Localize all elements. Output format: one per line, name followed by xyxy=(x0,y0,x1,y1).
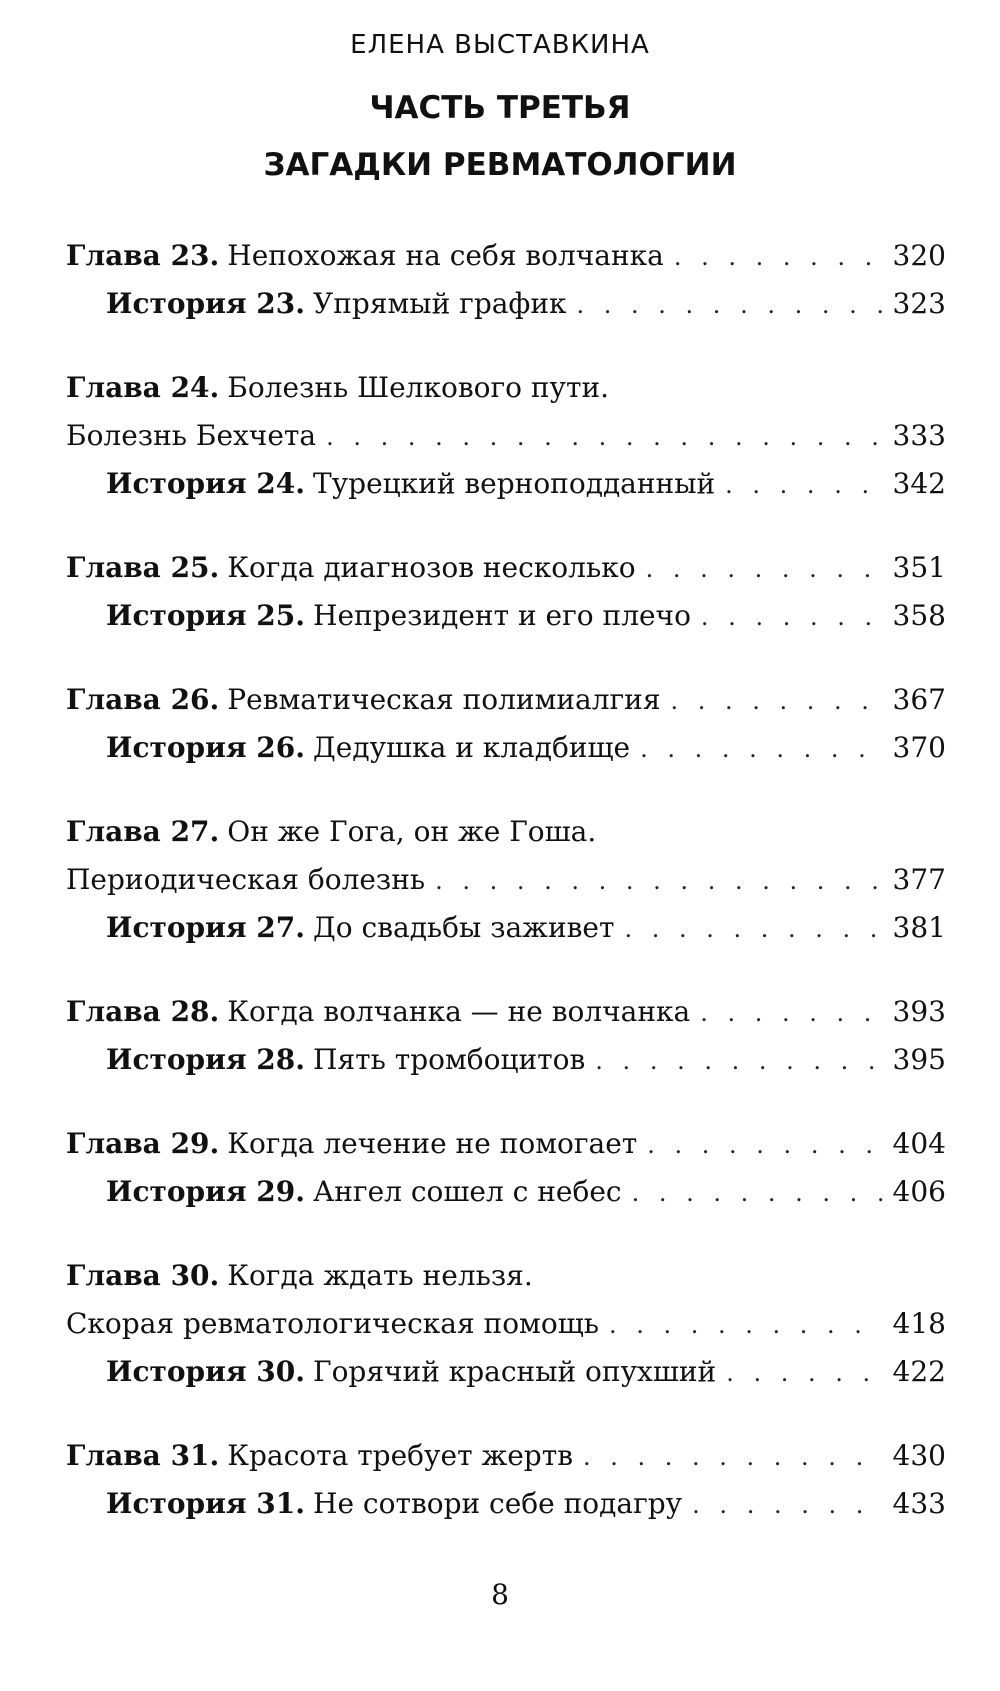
dot-leader xyxy=(646,545,883,593)
chapter-title: Болезнь Шелкового пути. xyxy=(227,371,610,404)
toc-group-26 xyxy=(66,676,946,772)
chapter-title-continuation: Болезнь Бехчета xyxy=(66,419,317,452)
dot-leader xyxy=(624,905,882,953)
story-title: Упрямый график xyxy=(313,287,567,320)
toc-story-entry xyxy=(66,460,946,508)
toc-chapter-entry-continuation xyxy=(66,1300,946,1348)
chapter-page-number: 430 xyxy=(892,1439,946,1472)
story-label: История 26. xyxy=(106,731,306,764)
toc-chapter-entry-continuation xyxy=(66,412,946,460)
toc-story-entry xyxy=(66,724,946,772)
story-title: Ангел сошел с небес xyxy=(313,1175,622,1208)
story-label: История 24. xyxy=(106,467,306,500)
story-title: Пять тромбоцитов xyxy=(313,1043,586,1076)
story-title: Горячий красный опухший xyxy=(313,1355,717,1388)
chapter-label: Глава 26. xyxy=(66,683,220,716)
story-page-number: 381 xyxy=(892,911,946,944)
dot-leader xyxy=(700,989,882,1037)
chapter-page-number: 333 xyxy=(892,419,946,452)
chapter-label: Глава 23. xyxy=(66,239,220,272)
dot-leader xyxy=(326,413,882,461)
chapter-title: Когда ждать нельзя. xyxy=(227,1259,533,1292)
table-of-contents xyxy=(66,232,946,1564)
toc-chapter-entry xyxy=(66,1432,946,1480)
chapter-page-number: 393 xyxy=(892,995,946,1028)
dot-leader xyxy=(632,1169,883,1217)
toc-group-31 xyxy=(66,1432,946,1528)
chapter-title: Когда диагнозов несколько xyxy=(227,551,636,584)
toc-chapter-entry xyxy=(66,1120,946,1168)
chapter-title: Красота требует жертв xyxy=(227,1439,573,1472)
toc-chapter-entry xyxy=(66,988,946,1036)
chapter-title: Когда лечение не помогает xyxy=(227,1127,638,1160)
story-page-number: 358 xyxy=(892,599,946,632)
dot-leader xyxy=(725,461,882,509)
chapter-page-number: 377 xyxy=(892,863,946,896)
story-label: История 28. xyxy=(106,1043,306,1076)
story-label: История 29. xyxy=(106,1175,306,1208)
chapter-title: Ревматическая полимиалгия xyxy=(227,683,661,716)
story-page-number: 323 xyxy=(892,287,946,320)
story-label: История 27. xyxy=(106,911,306,944)
toc-chapter-entry xyxy=(66,364,946,412)
story-page-number: 406 xyxy=(892,1175,946,1208)
page-number: 8 xyxy=(491,1578,509,1611)
toc-chapter-entry xyxy=(66,544,946,592)
chapter-title: Непохожая на себя волчанка xyxy=(227,239,664,272)
toc-group-30 xyxy=(66,1252,946,1396)
chapter-page-number: 351 xyxy=(892,551,946,584)
story-title: Непрезидент и его плечо xyxy=(313,599,691,632)
dot-leader xyxy=(671,677,883,725)
toc-story-entry xyxy=(66,1348,946,1396)
dot-leader xyxy=(692,1481,882,1529)
dot-leader xyxy=(583,1433,883,1481)
story-page-number: 395 xyxy=(892,1043,946,1076)
chapter-title-continuation: Скорая ревматологическая помощь xyxy=(66,1307,599,1340)
chapter-page-number: 367 xyxy=(892,683,946,716)
story-page-number: 342 xyxy=(892,467,946,500)
toc-chapter-entry xyxy=(66,808,946,856)
chapter-label: Глава 31. xyxy=(66,1439,220,1472)
story-title: Не сотвори себе подагру xyxy=(313,1487,683,1520)
toc-story-entry xyxy=(66,280,946,328)
chapter-label: Глава 29. xyxy=(66,1127,220,1160)
toc-group-24 xyxy=(66,364,946,508)
toc-chapter-entry-continuation xyxy=(66,856,946,904)
toc-group-29 xyxy=(66,1120,946,1216)
dot-leader xyxy=(609,1301,883,1349)
story-label: История 31. xyxy=(106,1487,306,1520)
toc-story-entry xyxy=(66,1480,946,1528)
dot-leader xyxy=(647,1121,882,1169)
chapter-page-number: 418 xyxy=(892,1307,946,1340)
part-title: ЧАСТЬ ТРЕТЬЯ xyxy=(369,90,631,126)
story-label: История 25. xyxy=(106,599,306,632)
toc-chapter-entry xyxy=(66,676,946,724)
dot-leader xyxy=(577,281,883,329)
toc-story-entry xyxy=(66,592,946,640)
toc-group-23 xyxy=(66,232,946,328)
dot-leader xyxy=(674,233,883,281)
chapter-page-number: 320 xyxy=(892,239,946,272)
story-label: История 30. xyxy=(106,1355,306,1388)
story-title: Турецкий верноподданный xyxy=(313,467,716,500)
story-page-number: 422 xyxy=(892,1355,946,1388)
chapter-title-continuation: Периодическая болезнь xyxy=(66,863,426,896)
toc-story-entry xyxy=(66,1168,946,1216)
toc-story-entry xyxy=(66,1036,946,1084)
toc-story-entry xyxy=(66,904,946,952)
story-title: Дедушка и кладбище xyxy=(313,731,631,764)
chapter-label: Глава 28. xyxy=(66,995,220,1028)
chapter-page-number: 404 xyxy=(892,1127,946,1160)
running-header-author: ЕЛЕНА ВЫСТАВКИНА xyxy=(350,30,650,60)
toc-chapter-entry xyxy=(66,232,946,280)
story-title: До свадьбы заживет xyxy=(313,911,615,944)
chapter-label: Глава 30. xyxy=(66,1259,220,1292)
chapter-label: Глава 25. xyxy=(66,551,220,584)
part-subtitle: ЗАГАДКИ РЕВМАТОЛОГИИ xyxy=(263,147,737,183)
chapter-title: Он же Гога, он же Гоша. xyxy=(227,815,597,848)
chapter-label: Глава 24. xyxy=(66,371,220,404)
story-label: История 23. xyxy=(106,287,306,320)
story-page-number: 370 xyxy=(892,731,946,764)
toc-group-25 xyxy=(66,544,946,640)
toc-group-27 xyxy=(66,808,946,952)
dot-leader xyxy=(701,593,883,641)
chapter-title: Когда волчанка — не волчанка xyxy=(227,995,691,1028)
dot-leader xyxy=(595,1037,882,1085)
toc-chapter-entry xyxy=(66,1252,946,1300)
toc-group-28 xyxy=(66,988,946,1084)
dot-leader xyxy=(435,857,882,905)
chapter-label: Глава 27. xyxy=(66,815,220,848)
dot-leader xyxy=(640,725,882,773)
story-page-number: 433 xyxy=(892,1487,946,1520)
dot-leader xyxy=(726,1349,882,1397)
